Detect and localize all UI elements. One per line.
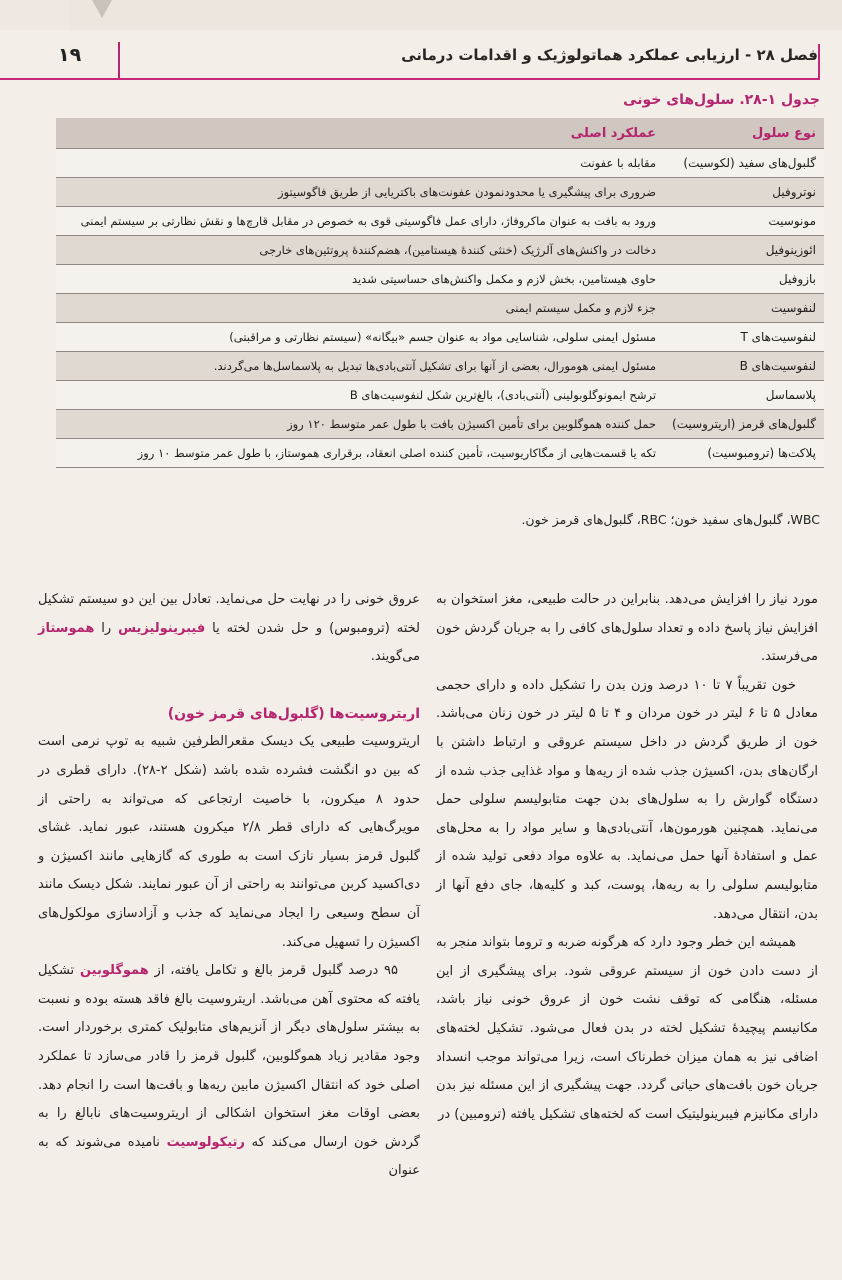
chapter-title: فصل ۲۸ - ارزیابی عملکرد هماتولوژیک و اقدامات درمانی: [401, 46, 818, 64]
cell-function: مسئول ایمنی هومورال، بعضی از آنها برای تشکیل آنتی‌بادی‌ها تبدیل به پلاسماسل‌ها می‌گردند.: [56, 352, 664, 381]
cell-function: مقابله با عفونت: [56, 149, 664, 178]
cell-function: ضروری برای پیشگیری یا محدودنمودن عفونت‌های باکتریایی از طریق فاگوسیتوز: [56, 178, 664, 207]
page-header: [0, 34, 842, 86]
column-header-cell-type: نوع سلول: [664, 118, 824, 149]
header-rule: [0, 78, 820, 80]
paragraph: همیشه این خطر وجود دارد که هرگونه ضربه و تروما بتواند منجر به از دست دادن خون از سیستم عروقی شود. برای پیشگیری از این مسئله، هنگامی که توقف نشت خون از عروق خونی نیاز باشد، مکانیسم پیچیدهٔ تشکیل لخته در بدن فعال می‌شود. تشکیل لخته‌های اضافی نیز به همان میزان خطرناک است، زیرا می‌تواند موجب انسداد جریان خون بافت‌های حیاتی گردد. جهت پیشگیری از این مسئله نیز بدن دارای مکانیزم فیبرینولیتیک است که لخته‌های تشکیل یافته (ترومبین) در: [436, 935, 818, 1122]
table-row: [56, 352, 824, 381]
table-row: [56, 236, 824, 265]
table-caption: جدول ۱-۲۸. سلول‌های خونی: [623, 92, 820, 108]
paragraph: [38, 957, 420, 1186]
text-run: عروق خونی را در نهایت حل می‌نماید. تعادل بین این دو سیستم تشکیل لخته (ترومبوس) و حل شدن لخته یا: [38, 592, 420, 636]
table-row: [56, 323, 824, 352]
cell-type-name: پلاکت‌ها (ترومبوسیت): [664, 439, 824, 468]
text-run: نامیده می‌شوند که به عنوان: [38, 1134, 420, 1179]
cell-type-name: مونوسیت: [664, 207, 824, 236]
left-text-column: [38, 586, 420, 1186]
key-term-hemostasis: هموستاز: [38, 620, 95, 636]
cell-type-name: بازوفیل: [664, 265, 824, 294]
table-header-row: [56, 118, 824, 149]
key-term-hemoglobin: هموگلوبین: [79, 963, 149, 979]
corner-tab: [0, 0, 70, 30]
right-text-column: [436, 586, 818, 1129]
cell-type-name: لنفوسیت‌های T: [664, 323, 824, 352]
cell-function: ترشح ایمونوگلوبولینی (آنتی‌بادی)، بالغ‌ترین شکل لنفوسیت‌های B: [56, 381, 664, 410]
blood-cells-table: [56, 118, 824, 468]
table-row: [56, 265, 824, 294]
key-term-fibrinolysis: فیبرینولیزیس: [118, 620, 206, 636]
header-separator: [118, 42, 120, 78]
paragraph: مورد نیاز را افزایش می‌دهد. بنابراین در حالت طبیعی، مغز استخوان به افزایش نیاز پاسخ داده و تعداد سلول‌های کافی را به جریان گردش خون می‌فرستد.: [436, 592, 818, 665]
column-header-function: عملکرد اصلی: [56, 118, 664, 149]
cell-function: دخالت در واکنش‌های آلرژیک (خنثی کنندهٔ هیستامین)، هضم‌کنندهٔ پروتئین‌های خارجی: [56, 236, 664, 265]
cell-function: حاوی هیستامین، بخش لازم و مکمل واکنش‌های حساسیتی شدید: [56, 265, 664, 294]
text-run: را: [94, 620, 119, 636]
text-run: تشکیل یافته که محتوی آهن می‌باشد. اریتروسیت بالغ فاقد هسته بوده و نسبت به بیشتر سلول‌های دیگر از آنزیم‌های متابولیک کمتری برخوردار است. وجود مقادیر زیاد هموگلوبین، گلبول قرمز را قادر می‌سازد تا عملکرد اصلی خود که انتقال اکسیژن مابین ریه‌ها و بافت‌ها است را انجام دهد. بعضی اوقات مغز استخوان اشکالی از اریتروسیت‌های نابالغ را به گردش خون ارسال می‌کند که: [38, 963, 420, 1150]
table-footnote: WBC، گلبول‌های سفید خون؛ RBC، گلبول‌های قرمز خون.: [521, 512, 820, 527]
section-heading: اریتروسیت‌ها (گلبول‌های قرمز خون): [167, 705, 420, 722]
cell-function: ورود به بافت به عنوان ماکروفاژ، دارای عمل فاگوسیتی قوی به خصوص در مقابل قارچ‌ها و نقش نظارتی بر سیستم ایمنی: [56, 207, 664, 236]
text-run: می‌گویند.: [370, 649, 420, 665]
top-band: [0, 0, 842, 30]
cell-function: حمل کننده هموگلوبین برای تأمین اکسیژن بافت با طول عمر متوسط ۱۲۰ روز: [56, 410, 664, 439]
cell-type-name: لنفوسیت‌های B: [664, 352, 824, 381]
key-term-reticulocyte: رتیکولوسیت: [166, 1134, 245, 1150]
cell-type-name: گلبول‌های سفید (لکوسیت): [664, 149, 824, 178]
table-row: [56, 149, 824, 178]
corner-marker: [92, 0, 112, 18]
header-hook: [818, 44, 820, 80]
cell-type-name: نوتروفیل: [664, 178, 824, 207]
paragraph: خون تقریباً ۷ تا ۱۰ درصد وزن بدن را تشکیل داده و دارای حجمی معادل ۵ تا ۶ لیتر در خون مردان و ۴ تا ۵ لیتر در خون زنان می‌باشد. خون از طریق گردش در داخل سیستم عروقی و ارتباط داشتن با ارگان‌های بدن، اکسیژن جذب شده از ریه‌ها و مواد غذایی جذب شده از دستگاه گوارش را به سلول‌های بدن جهت متابولیسم سلولی حمل می‌نماید. همچنین هورمون‌ها، آنتی‌بادی‌ها و سایر مواد را به محل‌های عمل و استفادهٔ آنها حمل می‌نماید. به علاوه مواد دفعی تولید شده از متابولیسم سلولی را به ریه‌ها، پوست، کبد و کلیه‌ها، جای دفع آنها از بدن، انتقال می‌دهد.: [436, 677, 819, 922]
paragraph: [38, 586, 420, 672]
cell-type-name: لنفوسیت: [664, 294, 824, 323]
text-run: ۹۵ درصد گلبول قرمز بالغ و تکامل یافته، از: [148, 963, 399, 979]
cell-type-name: ائوزینوفیل: [664, 236, 824, 265]
cell-function: جزء لازم و مکمل سیستم ایمنی: [56, 294, 664, 323]
cell-type-name: گلبول‌های قرمز (اریتروسیت): [664, 410, 824, 439]
table-row: [56, 294, 824, 323]
table-row: [56, 439, 824, 468]
table-row: [56, 178, 824, 207]
cell-function: تکه یا قسمت‌هایی از مگاکاریوسیت، تأمین کننده اصلی انعقاد، برقراری هموستاز، با طول عمر متوسط ۱۰ روز: [56, 439, 664, 468]
paragraph: اریتروسیت طبیعی یک دیسک مقعرالطرفین شبیه به توپ نرمی است که بین دو انگشت فشرده شده باشد (شکل ۲-۲۸). دارای قطری در حدود ۸ میکرون، با خاصیت ارتجاعی که می‌تواند به راحتی از مویرگ‌هایی که دارای قطر ۲/۸ میکرون هستند، عبور نماید. غشای گلبول قرمز بسیار نازک است به طوری که گازهایی مانند اکسیژن و دی‌اکسید کربن می‌توانند به راحتی از آن عبور نمایند. شکل دیسک مانند آن سطح وسیعی را ایجاد می‌نماید که جذب و آزادسازی مولکول‌های اکسیژن را تسهیل می‌کند.: [38, 734, 420, 950]
cell-function: مسئول ایمنی سلولی، شناسایی مواد به عنوان جسم «بیگانه» (سیستم نظارتی و مراقبتی): [56, 323, 664, 352]
table-row: [56, 410, 824, 439]
table-row: [56, 207, 824, 236]
cell-type-name: پلاسماسل: [664, 381, 824, 410]
table-row: [56, 381, 824, 410]
page-number: ۱۹: [58, 44, 82, 66]
